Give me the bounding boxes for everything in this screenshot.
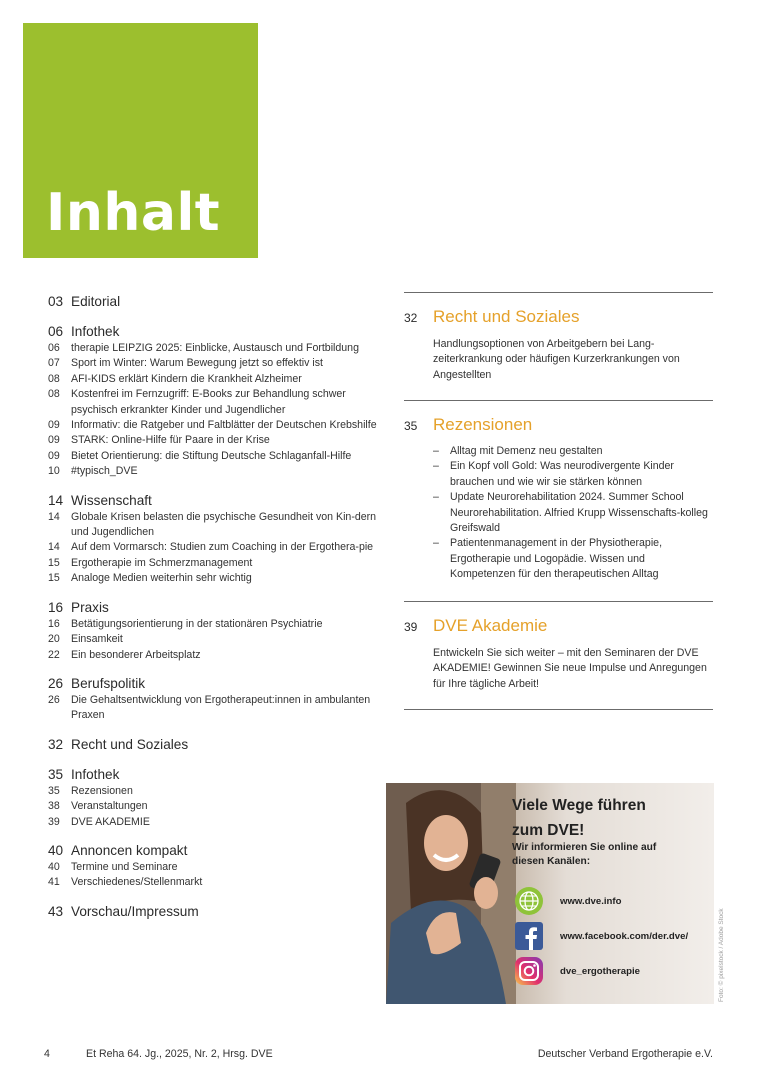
- toc-item[interactable]: 09 STARK: Online-Hilfe für Paare in der Krise: [48, 434, 270, 447]
- toc-section-heading[interactable]: 06 Infothek: [48, 324, 120, 339]
- dve-advertisement[interactable]: [386, 783, 714, 1004]
- feature-page-number: 32: [404, 311, 418, 325]
- feature-recht[interactable]: [404, 307, 713, 383]
- page-number: 4: [44, 1048, 50, 1060]
- toc-section-infothek: [48, 323, 388, 480]
- toc-section-recht: [48, 736, 388, 754]
- toc-item[interactable]: 35 Rezensionen: [48, 784, 133, 797]
- feature-rezensionen[interactable]: [404, 415, 713, 583]
- toc-section-heading[interactable]: 40 Annoncen kompakt: [48, 842, 188, 858]
- woman-with-phone-photo: [386, 783, 516, 1004]
- toc-section-praxis: [48, 599, 388, 663]
- feature-title: DVE Akademie: [433, 616, 548, 635]
- divider: [404, 400, 713, 401]
- toc-item[interactable]: 26 Die Gehaltsentwicklung von Ergotherapeut:innen in ambulanten Praxen: [48, 693, 371, 722]
- feature-title: Rezensionen: [433, 415, 533, 434]
- toc-section-editorial: [48, 293, 388, 311]
- toc-item[interactable]: 09 Informativ: die Ratgeber und Faltblätter der Deutschen Krebshilfe: [48, 419, 377, 432]
- instagram-icon: [514, 956, 544, 986]
- toc-item[interactable]: 07 Sport im Winter: Warum Bewegung jetzt so effektiv ist: [48, 357, 323, 370]
- toc-section-infothek-2: [48, 766, 388, 830]
- feature-page-number: 39: [404, 620, 418, 634]
- toc-item[interactable]: 38 Veranstaltungen: [48, 800, 148, 813]
- feature-title: Recht und Soziales: [433, 307, 580, 326]
- toc-section-vorschau: [48, 903, 388, 921]
- toc-section-heading[interactable]: 03 Editorial: [48, 294, 121, 309]
- title-block: [23, 23, 258, 258]
- feature-text: Entwickeln Sie sich weiter – mit den Seminaren der DVE AKADEMIE! Gewinnen Sie neue Impulse und Anregungen für Ihre tägliche Arbeit!: [433, 647, 707, 690]
- toc-item[interactable]: 10 #typisch_DVE: [48, 465, 138, 478]
- channel-facebook[interactable]: [514, 921, 688, 951]
- toc-item[interactable]: 22 Ein besonderer Arbeitsplatz: [48, 648, 201, 661]
- ad-subline: Wir informieren Sie online auf diesen Kanälen:: [512, 842, 657, 867]
- toc-section-wissenschaft: [48, 492, 388, 587]
- journal-citation: Et Reha 64. Jg., 2025, Nr. 2, Hrsg. DVE: [86, 1048, 273, 1060]
- toc-item[interactable]: 08 AFI-KIDS erklärt Kindern die Krankheit Alzheimer: [48, 372, 302, 385]
- review-item[interactable]: – Update Neurorehabilitation 2024. Summer School Neurorehabilitation. Alfried Krupp Wissenschafts-kolleg Greifswald: [433, 491, 708, 535]
- divider: [404, 601, 713, 602]
- photo-credit: Foto: © pixelstock / Adobe Stock: [718, 908, 725, 1002]
- channel-label: dve_ergotherapie: [560, 965, 640, 977]
- review-item[interactable]: – Ein Kopf voll Gold: Was neurodivergente Kinder brauchen und wie wir sie stärken können: [433, 460, 674, 488]
- toc-item[interactable]: 14 Auf dem Vormarsch: Studien zum Coaching in der Ergothera-pie: [48, 541, 374, 554]
- divider: [404, 709, 713, 710]
- toc-item[interactable]: 41 Verschiedenes/Stellenmarkt: [48, 876, 203, 889]
- toc-section-heading[interactable]: 43 Vorschau/Impressum: [48, 903, 199, 919]
- toc-item[interactable]: 15 Ergotherapie im Schmerzmanagement: [48, 556, 253, 569]
- toc-section-heading[interactable]: 14 Wissenschaft: [48, 492, 152, 508]
- toc-item[interactable]: 16 Betätigungsorientierung in der stationären Psychiatrie: [48, 617, 323, 630]
- page-title: Inhalt: [46, 183, 221, 243]
- toc-section-heading[interactable]: 26 Berufspolitik: [48, 675, 146, 691]
- toc-item[interactable]: 14 Globale Krisen belasten die psychische Gesundheit von Kin-dern und Jugendlichen: [48, 510, 377, 539]
- publisher-name: Deutscher Verband Ergotherapie e.V.: [537, 1048, 713, 1060]
- channel-label: www.facebook.com/der.dve/: [560, 930, 689, 942]
- toc-item[interactable]: 09 Bietet Orientierung: die Stiftung Deutsche Schlaganfall-Hilfe: [48, 449, 352, 462]
- facebook-icon: [514, 921, 544, 951]
- table-of-contents: [48, 293, 388, 933]
- toc-section-berufspolitik: [48, 675, 388, 724]
- ad-headline: Viele Wege führen zum DVE!: [512, 797, 646, 839]
- toc-item[interactable]: 20 Einsamkeit: [48, 633, 123, 646]
- channel-instagram[interactable]: [514, 956, 640, 986]
- review-item[interactable]: – Alltag mit Demenz neu gestalten: [433, 445, 603, 457]
- toc-section-heading[interactable]: 16 Praxis: [48, 599, 109, 615]
- toc-item[interactable]: 39 DVE AKADEMIE: [48, 815, 150, 828]
- toc-section-heading[interactable]: 35 Infothek: [48, 766, 120, 782]
- toc-item[interactable]: 40 Termine und Seminare: [48, 860, 178, 873]
- toc-item[interactable]: 08 Kostenfrei im Fernzugriff: E-Books zur Behandlung schwer psychisch erkrankter Kinder und Jugendlicher: [48, 388, 346, 416]
- toc-item[interactable]: 15 Analoge Medien weiterhin sehr wichtig: [48, 572, 252, 585]
- globe-icon: [514, 886, 544, 916]
- toc-item[interactable]: 06 therapie LEIPZIG 2025: Einblicke, Austausch und Fortbildung: [48, 342, 359, 354]
- channel-website[interactable]: [514, 886, 621, 916]
- channel-label: www.dve.info: [560, 895, 622, 907]
- toc-section-heading[interactable]: 32 Recht und Soziales: [48, 736, 189, 752]
- review-item[interactable]: – Patientenmanagement in der Physiotherapie, Ergotherapie und Logopädie. Wissen und Kompetenzen für den therapeutischen Alltag: [433, 537, 663, 581]
- feature-page-number: 35: [404, 419, 418, 433]
- feature-akademie[interactable]: [404, 616, 713, 692]
- toc-section-annoncen: [48, 842, 388, 891]
- feature-text: Handlungsoptionen von Arbeitgebern bei Lang-zeiterkrankung oder häufigen Kurzerkrankungen von Angestellten: [433, 338, 680, 381]
- divider: [404, 292, 713, 293]
